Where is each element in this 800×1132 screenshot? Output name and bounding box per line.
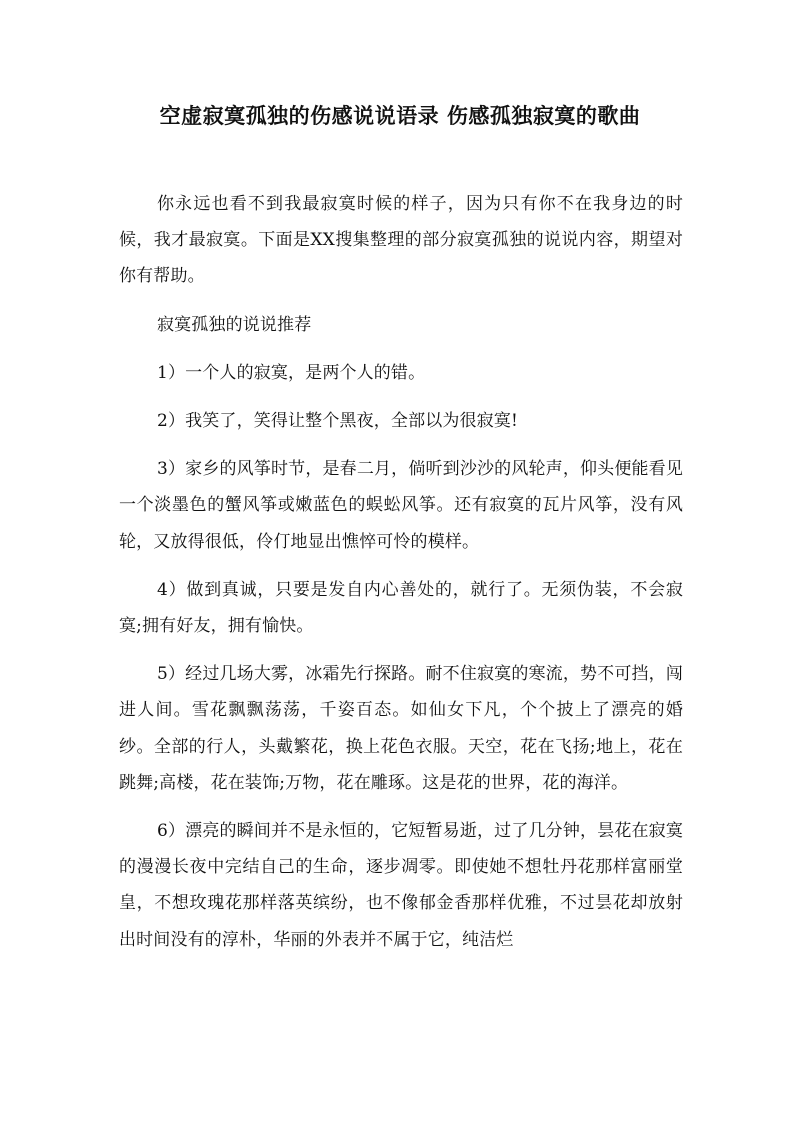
list-item: 2）我笑了，笑得让整个黑夜，全部以为很寂寞!	[157, 411, 518, 432]
list-item: 3）家乡的风筝时节，是春二月，倘听到沙沙的风轮声，仰头便能看见一个淡墨色的蟹风筝或嫩蓝色的蜈蚣风筝。还有寂寞的瓦片风筝，没有风轮，又放得很低，伶仃地显出憔悴可怜的模样。	[119, 459, 683, 552]
list-item: 6）漂亮的瞬间并不是永恒的，它短暂易逝，过了几分钟，昙花在寂寞的漫漫长夜中完结自己的生命，逐步凋零。即使她不想牡丹花那样富丽堂皇，不想玫瑰花那样落英缤纷，也不像郁金香那样优雅，不过昙花却放射出时间没有的淳朴，华丽的外表并不属于它，纯洁烂	[119, 821, 683, 950]
document-body	[119, 186, 683, 970]
list-item: 5）经过几场大雾，冰霜先行探路。耐不住寂寞的寒流，势不可挡，闯进人间。雪花飘飘荡荡，千姿百态。如仙女下凡，个个披上了漂亮的婚纱。全部的行人，头戴繁花，换上花色衣服。天空，花在飞扬;地上，花在跳舞;高楼，花在装饰;万物，花在雕琢。这是花的世界，花的海洋。	[119, 664, 683, 793]
list-item: 4）做到真诚，只要是发自内心善处的，就行了。无须伪装，不会寂寞;拥有好友，拥有愉快。	[119, 579, 683, 637]
list-item: 1）一个人的寂寞，是两个人的错。	[157, 362, 426, 383]
paragraph-intro: 你永远也看不到我最寂寞时候的样子，因为只有你不在我身边的时候，我才最寂寞。下面是XX搜集整理的部分寂寞孤独的说说内容，期望对你有帮助。	[119, 194, 683, 287]
section-heading: 寂寞孤独的说说推荐	[157, 314, 312, 335]
document-title: 空虚寂寞孤独的伤感说说语录 伤感孤独寂寞的歌曲	[159, 103, 641, 128]
